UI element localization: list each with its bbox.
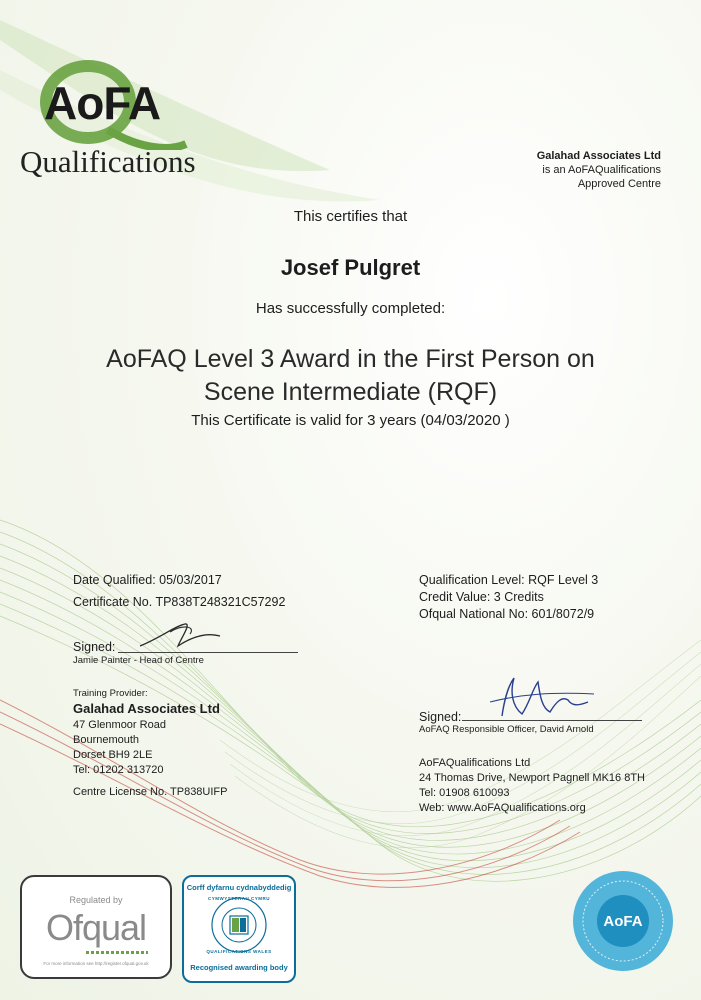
signatory-right: AoFAQ Responsible Officer, David Arnold: [419, 724, 594, 735]
ofqual-wordmark: Ofqual: [45, 907, 147, 948]
aofa-seal: [568, 866, 678, 976]
recipient-name: Josef Pulgret: [280, 255, 421, 280]
awarding-body-address: 24 Thomas Drive, Newport Pagnell MK16 8TH: [419, 772, 646, 784]
signatory-left: Jamie Painter - Head of Centre: [73, 655, 204, 666]
signed-label-left: Signed:: [73, 640, 116, 654]
qw-header: Corff dyfarnu cydnabyddedig: [186, 883, 292, 892]
credit-value: Credit Value: 3 Credits: [419, 590, 544, 604]
awarding-body-name: AoFAQualifications Ltd: [419, 757, 531, 769]
date-qualified: Date Qualified: 05/03/2017: [73, 573, 222, 587]
qw-ring-bottom: QUALIFICATIONS WALES: [206, 949, 272, 954]
approved-centre-line2: is an AoFAQualifications: [542, 164, 661, 176]
ofqual-note: For more information see http://register.ofqual.gov.uk: [43, 961, 149, 966]
awarding-body-web: Web: www.AoFAQualifications.org: [419, 802, 586, 814]
signed-label-right: Signed:: [419, 710, 462, 724]
qw-footer: Recognised awarding body: [190, 963, 288, 972]
ofqual-national-number: Ofqual National No: 601/8072/9: [419, 607, 595, 621]
qualifications-wales-badge: [182, 875, 296, 983]
ofqual-badge: [20, 875, 172, 979]
ofqual-regulated-label: Regulated by: [69, 895, 123, 905]
provider-heading: Training Provider:: [73, 688, 148, 699]
approved-centre-line3: Approved Centre: [577, 178, 661, 190]
ofqual-dots: [86, 951, 148, 954]
signature-left-mark: [130, 618, 230, 654]
provider-tel: Tel: 01202 313720: [73, 764, 164, 776]
signature-right-mark: [482, 672, 602, 722]
qualification-level: Qualification Level: RQF Level 3: [419, 573, 599, 587]
provider-address2: Bournemouth: [73, 734, 140, 746]
logo-name: AoFA: [44, 77, 161, 129]
seal-text: AoFA: [603, 913, 643, 930]
course-title-line2: Scene Intermediate (RQF): [203, 378, 498, 406]
centre-license: Centre License No. TP838UIFP: [73, 786, 228, 798]
logo-subtitle: Qualifications: [20, 144, 196, 179]
awarding-body-tel: Tel: 01908 610093: [419, 787, 510, 799]
completed-text: Has successfully completed:: [255, 300, 446, 317]
provider-address1: 47 Glenmoor Road: [73, 719, 166, 731]
provider-name: Galahad Associates Ltd: [73, 701, 220, 716]
certificate-number: Certificate No. TP838T248321C57292: [73, 595, 286, 609]
qw-ring-top: CYMWYSTERAU CYMRU: [208, 896, 270, 901]
qw-emblem: [209, 895, 269, 955]
provider-address3: Dorset BH9 2LE: [73, 749, 153, 761]
validity-text: This Certificate is valid for 3 years (04/03/2020 ): [191, 412, 510, 429]
course-title-line1: AoFAQ Level 3 Award in the First Person on: [106, 345, 595, 373]
approved-centre-name: Galahad Associates Ltd: [536, 150, 661, 162]
certifies-text: This certifies that: [293, 208, 408, 225]
